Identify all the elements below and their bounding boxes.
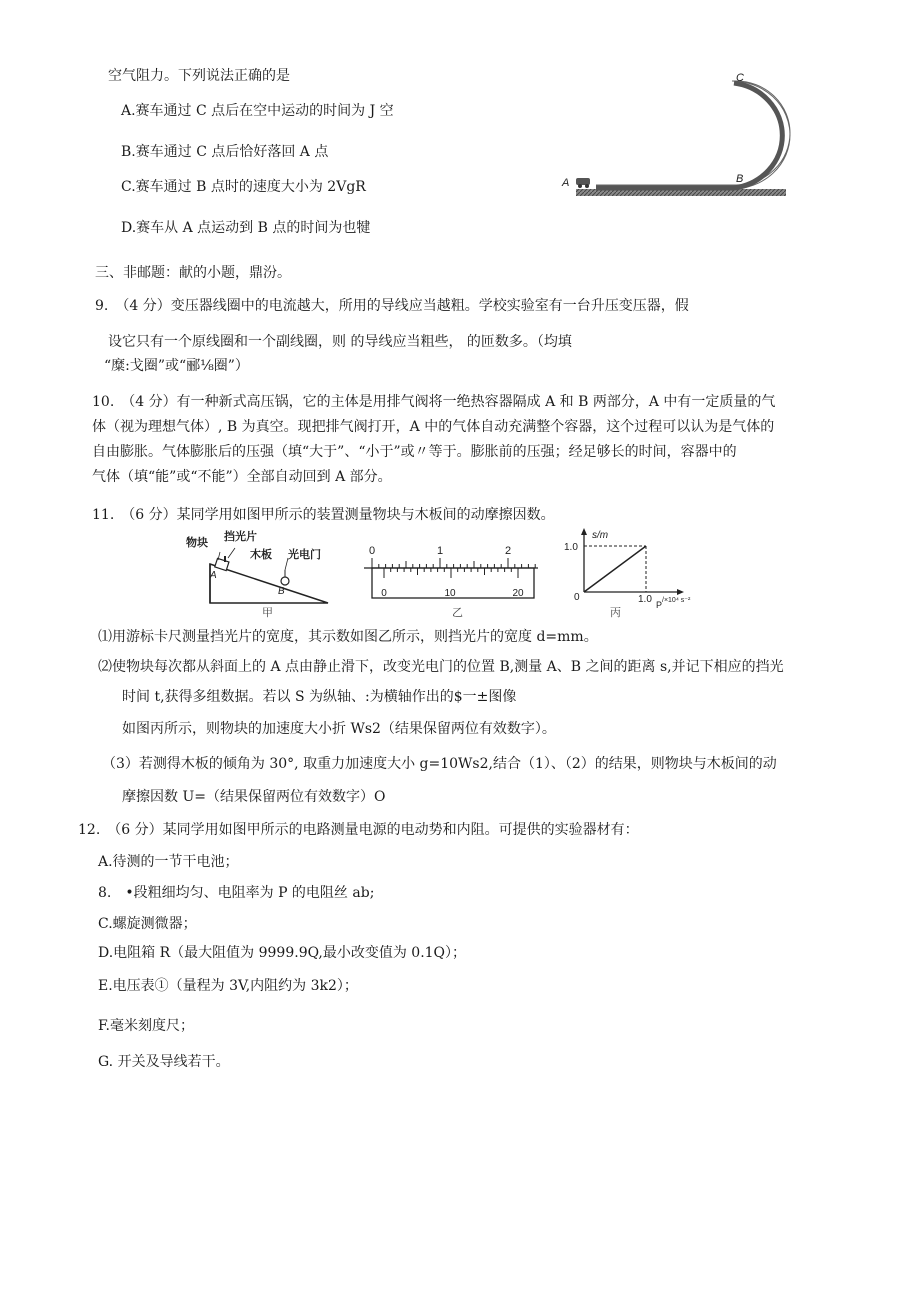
x-unit-label: /×10⁴ s⁻² [662,597,691,604]
vernier-tick-label-0: 0 [381,588,387,599]
x-tick-label: 1.0 [638,594,652,605]
point-b-label: B [736,173,744,185]
q8-stem-tail: 空气阻力。下列说法正确的是 [108,68,290,84]
q8-option-c: C.赛车通过 B 点时的速度大小为 2VgR [121,179,366,195]
q10-line-2: 体（视为理想气体）, B 为真空。现把排气阀打开，A 中的气体自动充满整个容器，这个过程可以认为是气体的 [92,419,775,435]
q8-track-figure [556,68,796,204]
label-b: B [278,586,285,597]
q10-line-3: 自由膨胀。气体膨胀后的压强（填“大于”、“小于”或〃等于。膨胀前的压强；经足够长的时间，容器中的 [92,444,737,460]
q11-part-2-line-1: ⑵使物块每次都从斜面上的 A 点由静止滑下，改变光电门的位置 B,测量 A、B 之间的距离 s,并记下相应的挡光 [98,659,784,675]
label-photogate: 光电门 [288,549,321,561]
label-board: 木板 [250,549,272,561]
photogate-icon [281,577,289,585]
point-a-label: A [562,177,570,189]
q8-option-d: D.赛车从 A 点运动到 B 点的时间为也犍 [121,220,371,236]
race-car-icon [576,178,590,185]
q11-part-2-line-2: 时间 t,获得多组数据。若以 S 为纵轴、:为横轴作出的$一±图像 [122,689,517,705]
x-axis-label: P [656,600,663,610]
origin-label: 0 [574,592,580,603]
semicircle-track [596,83,782,188]
caption-jia: 甲 [262,607,273,619]
data-line [584,546,646,592]
point-c-label: C [736,72,744,84]
q9-line-2: 设它只有一个原线圈和一个副线圈，则 的导线应当粗些， 的匝数多。（均填 [108,334,572,350]
q11-part-3-line-1: （3）若测得木板的倾角为 30°, 取重力加速度大小 g=10Ws2,结合（1）、（2）的结果，则物块与木板间的动 [102,756,777,772]
label-shading-plate: 挡光片 [224,531,257,543]
q12-stem: 12. （6 分）某同学用如图甲所示的电路测量电源的电动势和内阻。可提供的实验器材有： [78,822,639,838]
q11-figure-jia [180,530,335,620]
incline-board [210,564,328,603]
q9-line-1: 9. （4 分）变压器线圈中的电流越大，所用的导线应当越粗。学校实验室有一台升压变压器，假 [95,298,689,314]
q11-stem: 11. （6 分）某同学用如图甲所示的装置测量物块与木板间的动摩擦因数。 [92,507,555,523]
q8-option-b: B.赛车通过 C 点后恰好落回 A 点 [121,144,329,160]
block-icon [215,558,229,570]
vernier-scale-ticks [384,568,518,578]
caption-yi: 乙 [452,607,463,619]
vernier-tick-label-20: 20 [512,588,524,599]
q11-part-3-line-2: 摩擦因数 U=（结果保留两位有效数字）O [122,789,386,805]
y-tick-label: 1.0 [564,542,578,553]
main-tick-label-1: 1 [436,545,444,557]
q12-item-d: D.电阻箱 R（最大阻值为 9999.9Q,最小改变值为 0.1Q）； [98,945,467,961]
section-3-heading: 三、非邮题：献的小题，鼎汾。 [95,265,291,281]
q11-figure-bing [562,526,712,622]
q12-item-f: F.毫米刻度尺； [98,1018,194,1034]
caption-bing: 丙 [610,607,621,619]
q12-item-g: G. 开关及导线若干。 [98,1054,230,1070]
q12-item-e: E.电压表①（量程为 3V,内阻约为 3k2）； [98,978,358,994]
q12-item-c: C.螺旋测微器； [98,916,197,932]
q11-part-1: ⑴用游标卡尺测量挡光片的宽度，其示数如图乙所示，则挡光片的宽度 d=mm。 [98,629,598,645]
vernier-tick-label-10: 10 [444,588,456,599]
q11-part-2-line-3: 如图丙所示，则物块的加速度大小折 Ws2（结果保留两位有效数字）。 [122,721,556,737]
label-a: A [210,570,217,581]
q9-line-3: “糜:戈圈”或“郦⅛圈”） [104,358,249,374]
q11-figure-yi [360,540,540,620]
main-tick-label-2: 2 [504,545,512,557]
q10-line-1: 10. （4 分）有一种新式高压锅，它的主体是用排气阀将一绝热容器隔成 A 和 B 两部分，A 中有一定质量的气 [92,394,776,410]
q10-line-4: 气体（填“能”或“不能”）全部自动回到 A 部分。 [92,469,392,485]
q12-item-b: 8. •段粗细均匀、电阻率为 P 的电阻丝 ab; [98,885,375,901]
label-block: 物块 [186,537,208,549]
y-axis-label: s/m [592,530,609,541]
q12-item-a: A.待测的一节干电池； [98,854,239,870]
main-scale-ticks [372,558,535,568]
q8-option-a: A.赛车通过 C 点后在空中运动的时间为 J 空 [121,103,394,119]
main-tick-label-0: 0 [368,545,376,557]
